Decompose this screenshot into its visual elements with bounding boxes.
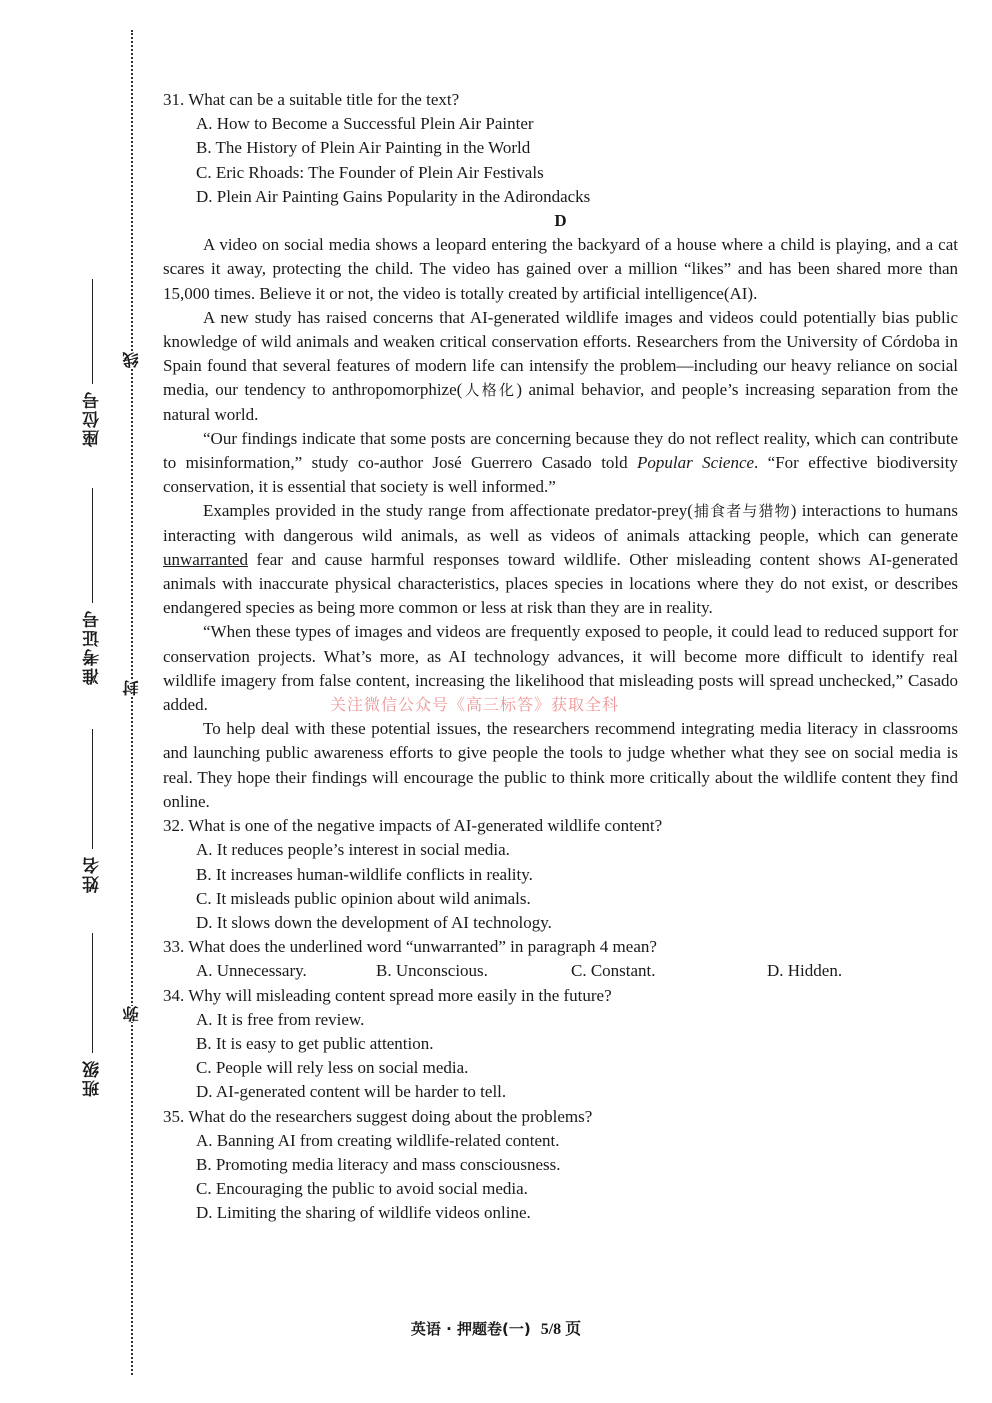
question-35-option-b: B. Promoting media literacy and mass consciousness. (196, 1154, 561, 1174)
watermark-text: 关注微信公众号《高三标答》获取全科 (330, 695, 620, 714)
paragraph-2-chinese-gloss: 人格化 (462, 381, 517, 400)
question-34-stem: 34. Why will misleading content spread more easily in the future? (163, 985, 612, 1005)
question-32 (163, 814, 958, 935)
question-35 (163, 1105, 958, 1226)
name-line[interactable] (92, 729, 93, 849)
binding-dashed-line (131, 30, 133, 1375)
question-35-option-c: C. Encouraging the public to avoid social media. (196, 1179, 528, 1199)
underlined-word: unwarranted (163, 549, 248, 569)
question-35-stem: 35. What do the researchers suggest doing about the problems? (163, 1106, 593, 1126)
passage-paragraph-2 (163, 306, 958, 427)
paragraph-4-chinese-gloss: 捕食者与猎物 (692, 502, 791, 521)
question-35-option-a: A. Banning AI from creating wildlife-related content. (196, 1130, 560, 1150)
question-34-option-d: D. AI-generated content will be harder to tell. (196, 1082, 507, 1102)
question-33-stem: 33. What does the underlined word “unwarranted” in paragraph 4 mean? (163, 937, 657, 957)
passage-paragraph-4 (163, 499, 958, 620)
question-33-options (196, 959, 958, 983)
question-31-option-b: B. The History of Plein Air Painting in the World (196, 138, 531, 158)
page-footer (0, 1316, 992, 1339)
question-32-option-a: A. It reduces people’s interest in social media. (196, 840, 510, 860)
question-34 (163, 984, 958, 1105)
exam-content (163, 88, 958, 1226)
seat-number-label: 座位号 (82, 390, 103, 447)
passage-paragraph-5: “When these types of images and videos are frequently exposed to people, it could lead to reduced support for conservation projects. What’s more, as AI technology advances, it will become more difficult to identify real wildlife imagery from false content, increasing the likelihood that misleading posts will spread unchecked,” Casado added. (163, 622, 958, 715)
class-label: 班级 (82, 1059, 103, 1097)
question-31-option-d: D. Plein Air Painting Gains Popularity in the Adirondacks (196, 186, 591, 206)
exam-id-label: 准考证号 (82, 609, 103, 685)
passage-paragraph-6: To help deal with these potential issues, the researchers recommend integrating media literacy in classrooms and launching public awareness efforts to give people the tools to judge whether what they see on social media is real. They hope their findings will encourage the public to think more critically about the wildlife content they find online. (163, 719, 958, 811)
question-33-option-a: A. Unnecessary. (196, 961, 307, 981)
question-33-option-c: C. Constant. (571, 961, 656, 981)
paragraph-2-text-b: ) animal behavior, and people’s increasing separation from the natural world. (163, 380, 958, 424)
question-34-option-c: C. People will rely less on social media. (196, 1058, 469, 1078)
margin-mark-seal: 封 (122, 680, 141, 696)
paragraph-3-publication-title: Popular Science (637, 453, 755, 473)
seat-number-field (78, 262, 106, 447)
passage-paragraph-3 (163, 427, 958, 500)
paragraph-2-text-a: A new study has raised concerns that AI-generated wildlife images and videos could potentially bias public knowledge of wild animals and weaken critical conservation efforts. Researchers from the University of Córdoba in Spain found that several features of modern life can intensify the problem—including our heavy reliance on social media, our tendency to anthropomorphize( (163, 307, 958, 400)
class-line[interactable] (92, 933, 93, 1053)
margin-mark-line: 线 (122, 352, 141, 368)
question-31 (163, 88, 958, 209)
seat-number-line[interactable] (92, 279, 93, 384)
question-33 (163, 935, 958, 983)
question-32-option-c: C. It misleads public opinion about wild animals. (196, 888, 531, 908)
question-34-option-a: A. It is free from review. (196, 1009, 365, 1029)
footer-title: 英语 · 押题卷(一) (410, 1320, 531, 1338)
question-34-option-b: B. It is easy to get public attention. (196, 1033, 434, 1053)
paragraph-4-text-c: fear and cause harmful responses toward wildlife. Other misleading content shows AI-generated animals with inaccurate physical characteristics, places species in locations where they do not exist, or describes endangered species as being more common or less at risk than they are in reality. (163, 549, 958, 618)
passage-paragraph-1: A video on social media shows a leopard entering the backyard of a house where a child is playing, and a cat scares it away, protecting the child. The video has gained over a million “likes” and has been shared more than 15,000 times. Believe it or not, the video is totally created by artificial intelligence(AI). (163, 235, 958, 303)
name-label: 姓名 (82, 855, 103, 893)
paragraph-3-text-a: “Our findings indicate that some posts are concerning because they do not reflect reality, which can contribute to misinformation,” study co-author José Guerrero Casado told (163, 428, 958, 473)
paragraph-4-text-a: Examples provided in the study range from affectionate predator-prey( (203, 501, 693, 521)
paragraph-3-text-b: . “For effective biodiversity conservation, it is essential that society is well informed.” (163, 453, 958, 497)
question-35-option-d: D. Limiting the sharing of wildlife videos online. (196, 1203, 531, 1223)
name-field (78, 718, 106, 893)
exam-id-line[interactable] (92, 488, 93, 603)
reading-passage (163, 233, 958, 814)
class-field (78, 922, 106, 1097)
question-32-stem: 32. What is one of the negative impacts of AI-generated wildlife content? (163, 816, 663, 836)
question-33-option-d: D. Hidden. (767, 961, 843, 981)
question-33-option-b: B. Unconscious. (376, 961, 488, 981)
exam-id-field (78, 480, 106, 685)
page-number: 5/8 页 (540, 1321, 582, 1338)
question-31-stem: 31. What can be a suitable title for the text? (163, 90, 460, 109)
question-32-option-b: B. It increases human-wildlife conflicts in reality. (196, 864, 533, 884)
question-31-option-c: C. Eric Rhoads: The Founder of Plein Air Festivals (196, 162, 544, 182)
paragraph-4-text-b: ) interactions to humans interacting with dangerous wild animals, as well as videos of animals attacking people, which can generate (163, 501, 958, 545)
margin-mark-bind: 弥 (122, 1006, 141, 1022)
question-31-option-a: A. How to Become a Successful Plein Air Painter (196, 114, 534, 134)
question-32-option-d: D. It slows down the development of AI technology. (196, 912, 552, 932)
section-heading: D (554, 211, 567, 231)
